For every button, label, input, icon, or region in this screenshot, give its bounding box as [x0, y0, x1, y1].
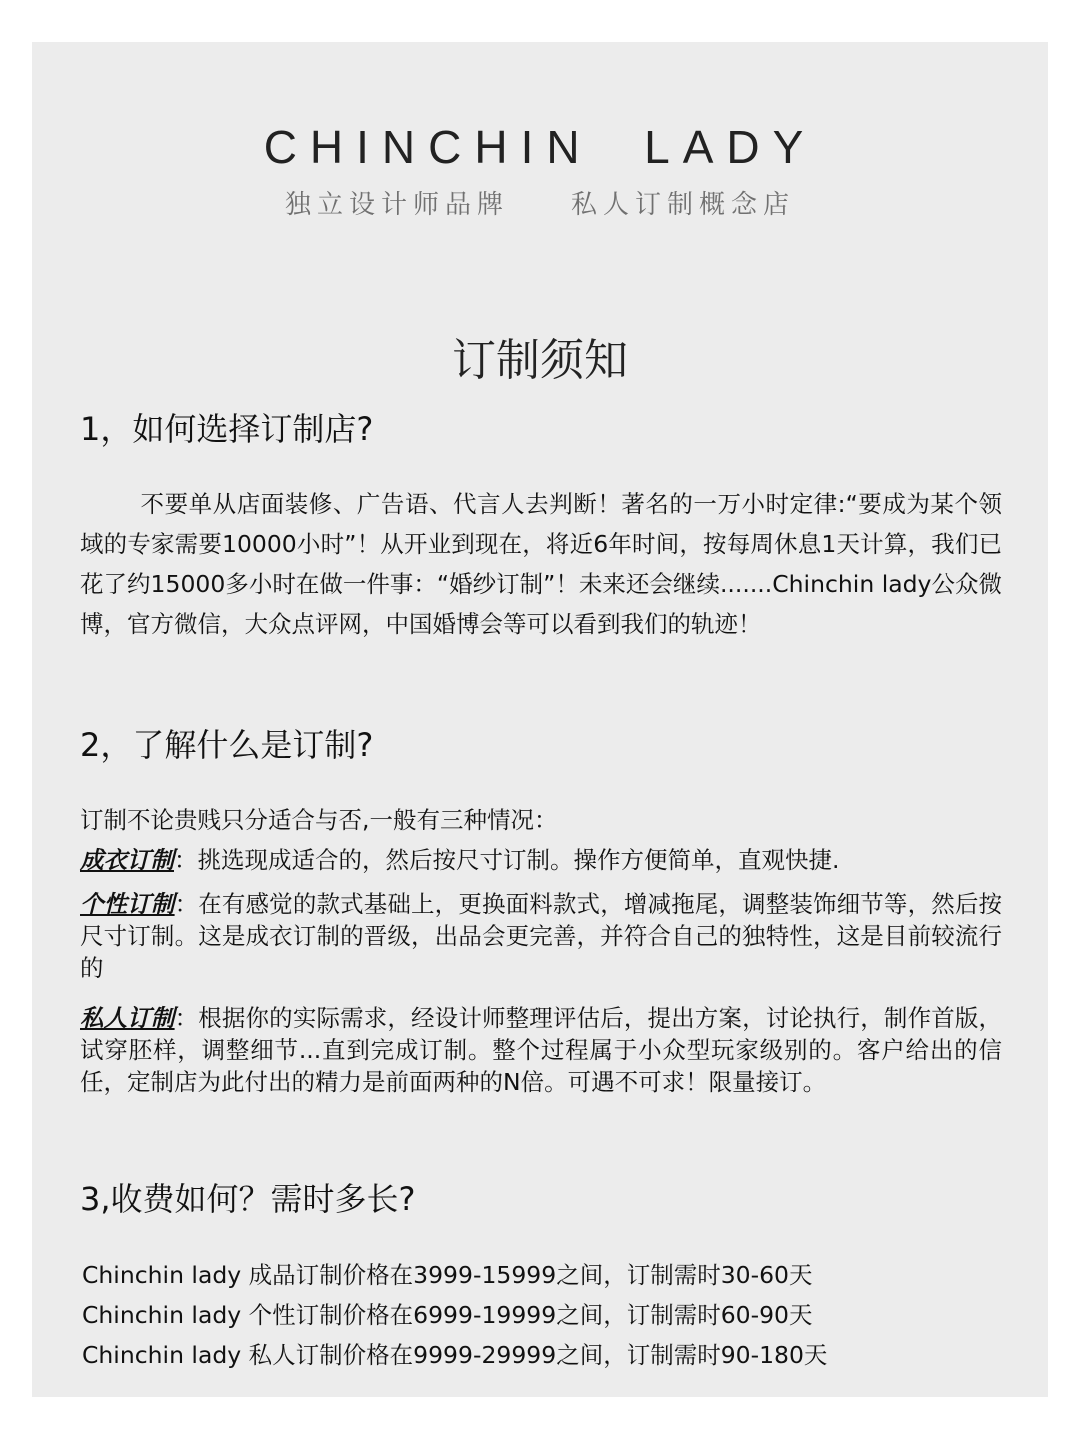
- price-line-ready-made: Chinchin lady 成品订制价格在3999-15999之间，订制需时30-60天: [82, 1261, 813, 1289]
- item-private-text: ：根据你的实际需求，经设计师整理评估后，提出方案，讨论执行，制作首版，试穿胚样，调整细节...直到完成订制。整个过程属于小众型玩家级别的。客户给出的信任，定制店为此付出的精力是前面两种的N倍。可遇不可求！限量接订。: [80, 1004, 1003, 1096]
- price-line-private: Chinchin lady 私人订制价格在9999-29999之间，订制需时90-180天: [82, 1341, 828, 1369]
- tagline-left: 独立设计师品牌: [284, 190, 509, 220]
- brand-logo-text: CHINCHIN LADY: [263, 121, 817, 173]
- section-1-heading: 1，如何选择订制店?: [80, 410, 374, 448]
- section-3-heading: 3,收费如何？需时多长?: [80, 1180, 416, 1218]
- brand-tagline: [32, 184, 1048, 221]
- item-personalized-text: ：在有感觉的款式基础上，更换面料款式，增减拖尾，调整装饰细节等，然后按尺寸订制。这是成衣订制的晋级，出品会更完善，并符合自己的独特性，这是目前较流行的: [80, 890, 1003, 982]
- term-private: 私人订制: [80, 1004, 175, 1032]
- tagline-right: 私人订制概念店: [571, 190, 796, 220]
- page-title: 订制须知: [452, 335, 628, 386]
- item-personalized: [80, 888, 1002, 984]
- price-line-personalized: Chinchin lady 个性订制价格在6999-19999之间，订制需时60-90天: [82, 1301, 813, 1329]
- item-ready-made-text: ：挑选现成适合的，然后按尺寸订制。操作方便简单，直观快捷.: [174, 846, 840, 874]
- section-1-body-text: 不要单从店面装修、广告语、代言人去判断！著名的一万小时定律:“要成为某个领域的专家需要10000小时”！从开业到现在，将近6年时间，按每周休息1天计算，我们已花了约15000多小时在做一件事：“婚纱订制”！未来还会继续.......Chinchin lady公众微博，官方微信，大众点评网，中国婚博会等可以看到我们的轨迹！: [80, 490, 1002, 638]
- item-private: [80, 1002, 1002, 1098]
- term-personalized: 个性订制: [80, 890, 175, 918]
- term-ready-made: 成衣订制: [80, 846, 174, 874]
- item-ready-made: [80, 840, 1002, 880]
- notice-card: [32, 42, 1048, 1397]
- section-1-body: [80, 484, 1002, 644]
- section-2-heading: 2，了解什么是订制?: [80, 726, 374, 764]
- section-2-intro: 订制不论贵贱只分适合与否,一般有三种情况：: [80, 806, 558, 834]
